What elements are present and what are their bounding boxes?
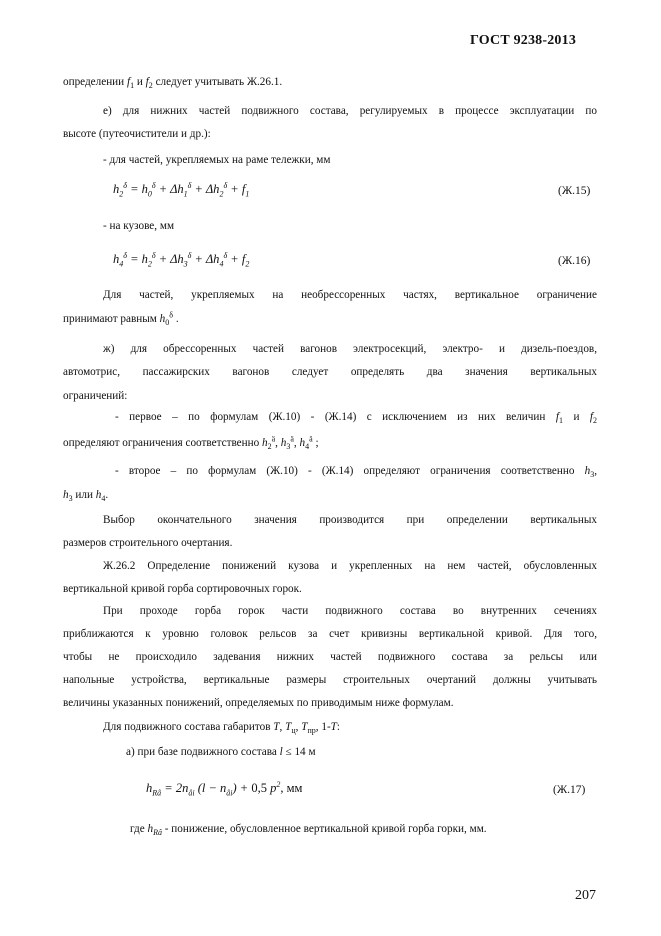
text-line: - второе – по формулам (Ж.10) - (Ж.14) определяют ограничения соответственно $h_3$, [115, 465, 597, 480]
text-line: определяют ограничения соответственно $h_2^ä$, $h_3^ä$, $h_4^ä$ ; [63, 434, 319, 452]
text-line: - для частей, укрепляемых на раме тележки, мм [103, 154, 331, 166]
text-line: где $h_{Râ}$ - понижение, обусловленное вертикальной кривой горба горки, мм. [130, 823, 487, 838]
text-line: определении $f_1$ и $f_2$ следует учитывать Ж.26.1. [63, 76, 283, 91]
formula-j17: $h_{Râ} = 2n_{âi}$ $(l - n_{âi}) + 0,5$ $p^2$, мм [146, 779, 303, 798]
text-line: Выбор окончательного значения производится при определении вертикальных [103, 514, 597, 526]
text-line: Для подвижного состава габаритов Т, $Т_ц$, $Т_{пр}$, 1-Т: [103, 721, 341, 736]
page-number: 207 [575, 888, 596, 903]
text-line: е) для нижних частей подвижного состава, регулируемых в процессе эксплуатации по [103, 105, 597, 117]
formula-j15: $h_2^\delta = h_0^\delta + \Delta h_1^\delta + \Delta h_2^\delta + f_1$ [113, 180, 250, 199]
text-line: $h_3$ или $h_4$. [63, 489, 109, 504]
text-line: ж) для обрессоренных частей вагонов электросекций, электро- и дизель-поездов, [103, 343, 597, 355]
equation-number: (Ж.17) [553, 784, 586, 796]
text-line: напольные устройства, вертикальные размеры строительных очертаний должны учитывать [63, 674, 597, 686]
formula-j16: $h_4^\delta = h_2^\delta + \Delta h_3^\delta + \Delta h_4^\delta + f_2$ [113, 250, 250, 269]
text-line: При проходе горба горок части подвижного состава во внутренних сечениях [103, 605, 597, 617]
text-line: принимают равным $h_0^\delta$ . [63, 310, 179, 328]
text-line: чтобы не происходило задевания нижних частей подвижного состава за рельсы или [63, 651, 597, 663]
text-line: - на кузове, мм [103, 220, 175, 232]
equation-number: (Ж.15) [558, 185, 591, 197]
text-line: ограничений: [63, 390, 128, 402]
text-line: вертикальной кривой горба сортировочных горок. [63, 583, 302, 595]
page-header: ГОСТ 9238-2013 [470, 33, 577, 48]
equation-number: (Ж.16) [558, 255, 591, 267]
text-line: размеров строительного очертания. [63, 537, 233, 549]
text-line: приближаются к уровню головок рельсов за счет кривизны вертикальной кривой. Для того, [63, 628, 597, 640]
text-line: - первое – по формулам (Ж.10) - (Ж.14) с исключением из них величин $f_1$ и $f_2$ [115, 411, 598, 426]
text-line: а) при базе подвижного состава l ≤ 14 м [126, 746, 316, 758]
text-line: Ж.26.2 Определение понижений кузова и укрепленных на нем частей, обусловленных [103, 560, 597, 572]
text-line: величины указанных понижений, определяемых по приводимым ниже формулам. [63, 697, 454, 709]
text-line: высоте (путеочистители и др.): [63, 128, 211, 140]
text-line: автомотрис, пассажирских вагонов следует определять два значения вертикальных [63, 366, 597, 378]
text-line: Для частей, укрепляемых на необрессоренных частях, вертикальное ограничение [103, 289, 597, 301]
